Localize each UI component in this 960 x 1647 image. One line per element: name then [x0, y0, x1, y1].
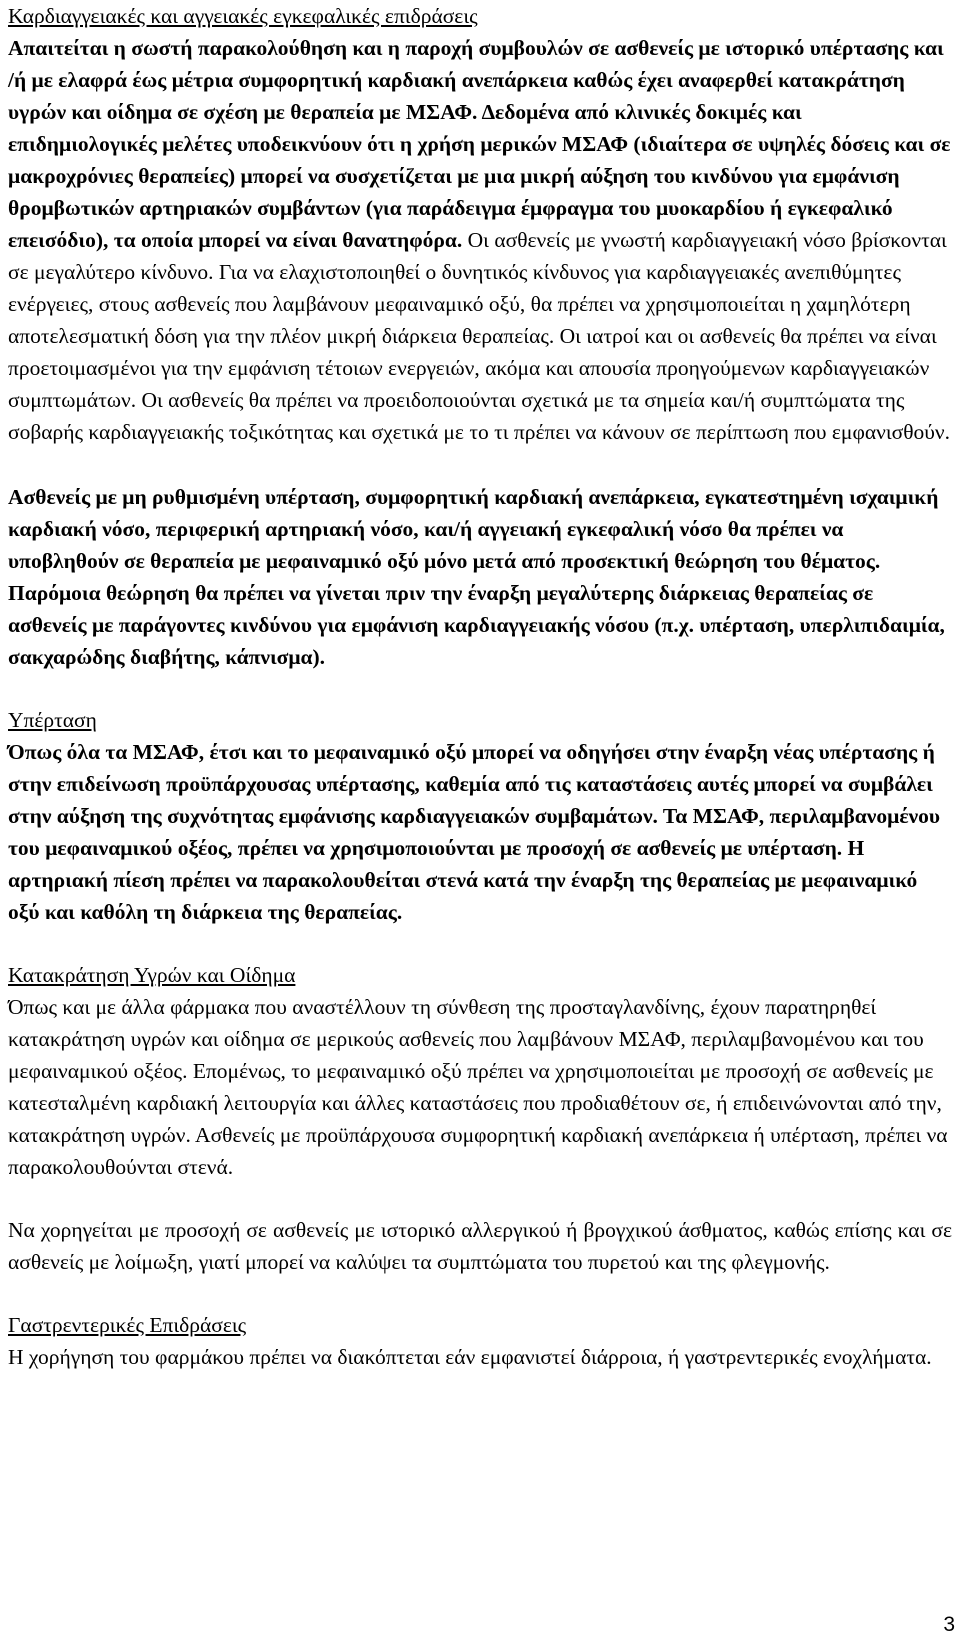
hypertension-paragraph: Όπως όλα τα ΜΣΑΦ, έτσι και το μεφαιναμικό οξύ μπορεί να οδηγήσει στην έναρξη νέας υπέρτασης ή στην επιδείνωση προϋπάρχουσας υπέρτασης, καθεμία από τις καταστάσεις αυτές μπορεί να συμβάλει στην αύξηση της συχνότητας εμφάνισης καρδιαγγειακών συμβαμάτων. Τα ΜΣΑΦ, περιλαμβανομένου του μεφαιναμικού οξέος, πρέπει να χρησιμοποιούνται με προσοχή σε ασθενείς με υπέρταση. Η αρτηριακή πίεση πρέπει να παρακολουθείται στενά κατά την έναρξη της θεραπείας με μεφαιναμικό οξύ και καθόλη τη διάρκεια της θεραπείας.: [8, 740, 941, 924]
cardio-risk-paragraph: Ασθενείς με μη ρυθμισμένη υπέρταση, συμφορητική καρδιακή ανεπάρκεια, εγκατεστημένη ισχαιμική καρδιακή νόσο, περιφερική αρτηριακή νόσο, και/ή αγγειακή εγκεφαλική νόσο θα πρέπει να υποβληθούν σε θεραπεία με μεφαιναμικό οξύ μόνο μετά από προσεκτική θεώρηση του θέματος. Παρόμοια θεώρηση θα πρέπει να γίνεται πριν την έναρξη μεγαλύτερης διάρκειας θεραπείας σε ασθενείς με παράγοντες κινδύνου για εμφάνιση καρδιαγγειακής νόσου (π.χ. υπέρταση, υπερλιπιδαιμία, σακχαρώδης διαβήτης, κάπνισμα).: [8, 485, 945, 669]
page-number: 3: [943, 1613, 955, 1636]
document-page: [8, 0, 952, 1373]
cardio-normal-text: Οι ασθενείς με γνωστή καρδιαγγειακή νόσο βρίσκονται σε μεγαλύτερο κίνδυνο. Για να ελαχιστοποιηθεί ο δυνητικός κίνδυνος για καρδιαγγειακές ανεπιθύμητες ενέργειες, στους ασθενείς που λαμβάνουν μεφαιναμικό οξύ, θα πρέπει να χρησιμοποιείται η χαμηλότερη αποτελεσματική δόση για την πλέον μικρή διάρκεια θεραπείας. Οι ιατροί και οι ασθενείς θα πρέπει να είναι προετοιμασμένοι για την εμφάνιση τέτοιων ενεργειών, ακόμα και απουσία προηγούμενων καρδιαγγειακών συμπτωμάτων. Οι ασθενείς θα πρέπει να προειδοποιούνται σχετικά με τα σημεία και/ή συμπτώματα της σοβαρής καρδιαγγειακής τοξικότητας και σχετικά με το τι πρέπει να κάνουν σε περίπτωση που εμφανισθούν.: [8, 228, 951, 444]
cardio-paragraph: [8, 32, 952, 448]
gastro-paragraph: Η χορήγηση του φαρμάκου πρέπει να διακόπτεται εάν εμφανιστεί διάρροια, ή γαστρεντερικές ενοχλήματα.: [8, 1345, 932, 1369]
hypertension-heading: Υπέρταση: [8, 708, 97, 732]
asthma-paragraph: Να χορηγείται με προσοχή σε ασθενείς με ιστορικό αλλεργικού ή βρογχικού άσθματος, καθώς επίσης και σε ασθενείς με λοίμωξη, γιατί μπορεί να καλύψει τα συμπτώματα του πυρετού και της φλεγμονής.: [8, 1218, 952, 1274]
cardio-bold-intro: Απαιτείται η σωστή παρακολούθηση και η παροχή συμβουλών σε ασθενείς με ιστορικό υπέρτασης και /ή με ελαφρά έως μέτρια συμφορητική καρδιακή ανεπάρκεια καθώς έχει αναφερθεί κατακράτηση υγρών και οίδημα σε σχέση με θεραπεία με ΜΣΑΦ. Δεδομένα από κλινικές δοκιμές και επιδημιολογικές μελέτες υποδεικνύουν ότι η χρήση μερικών ΜΣΑΦ (ιδιαίτερα σε υψηλές δόσεις και σε μακροχρόνιες θεραπείες) μπορεί να συσχετίζεται με μια μικρή αύξηση του κινδύνου για εμφάνιση θρομβωτικών αρτηριακών συμβάντων (για παράδειγμα έμφραγμα του μυοκαρδίου ή εγκεφαλικό επεισόδιο), τα οποία μπορεί να είναι θανατηφόρα.: [8, 36, 951, 252]
fluid-paragraph: Όπως και με άλλα φάρμακα που αναστέλλουν τη σύνθεση της προσταγλανδίνης, έχουν παρατηρηθεί κατακράτηση υγρών και οίδημα σε μερικούς ασθενείς που λαμβάνουν ΜΣΑΦ, περιλαμβανομένου και του μεφαιναμικού οξέος. Επομένως, το μεφαιναμικό οξύ πρέπει να χρησιμοποιείται με προσοχή σε ασθενείς με κατεσταλμένη καρδιακή λειτουργία και άλλες καταστάσεις που προδιαθέτουν σε, ή επιδεινώνονται από την, κατακράτηση υγρών. Ασθενείς με προϋπάρχουσα συμφορητική καρδιακή ανεπάρκεια ή υπέρταση, πρέπει να παρακολουθούνται στενά.: [8, 995, 948, 1179]
cardio-heading: Καρδιαγγειακές και αγγειακές εγκεφαλικές επιδράσεις: [8, 4, 478, 28]
fluid-heading: Κατακράτηση Υγρών και Οίδημα: [8, 963, 296, 987]
gastro-heading: Γαστρεντερικές Επιδράσεις: [8, 1313, 247, 1337]
